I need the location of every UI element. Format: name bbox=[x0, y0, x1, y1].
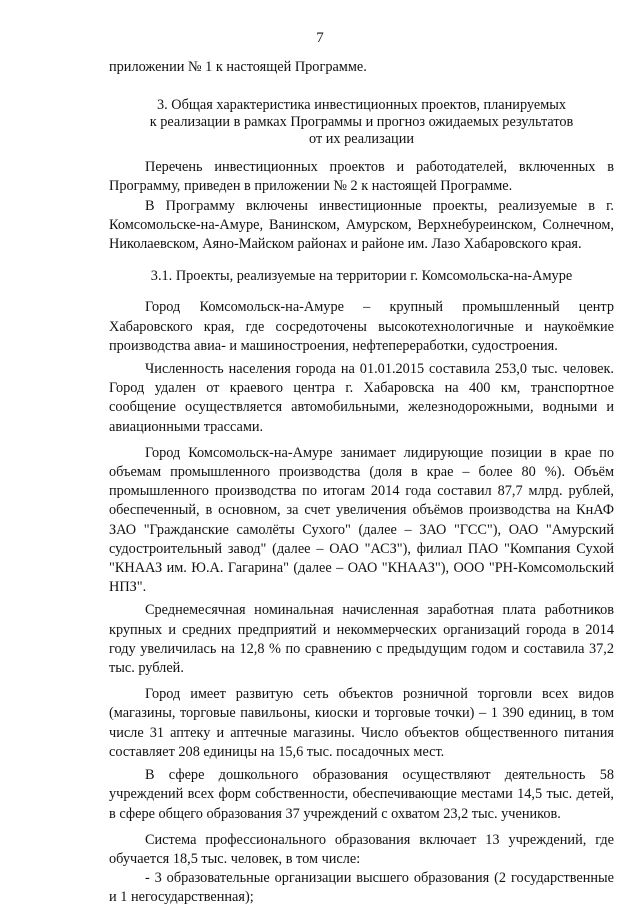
paragraph: В сфере дошкольного образования осуществляют деятельность 58 учреждений всех форм собственности, обеспечивающие местами 14,5 тыс. детей, в сфере общего образования 37 учреждений с охватом 23,2 тыс. учеников. bbox=[109, 767, 614, 822]
section-3-heading-line: от их реализации bbox=[308, 131, 415, 148]
paragraph: В Программу включены инвестиционные проекты, реализуемые в г. Комсомольске-на-Амуре, Ванинском, Амурском, Верхнебуреинском, Солнечном, Николаевском, Аяно-Майском районах и районе им. Лазо Хабаровского края. bbox=[109, 197, 614, 253]
section-3-heading bbox=[109, 97, 614, 148]
page-number: 7 bbox=[316, 30, 324, 46]
section-3-heading-line: 3. Общая характеристика инвестиционных проектов, планируемых bbox=[156, 97, 567, 114]
paragraph: Численность населения города на 01.01.2015 составила 253,0 тыс. человек. Город удален от краевого центра г. Хабаровска на 400 км, транспортное сообщение осуществляется автомобильными, железнодорожными, водными и авиационными трассами. bbox=[109, 361, 614, 435]
list-item: - 3 образовательные организации высшего образования (2 государственные и 1 негосударственная); bbox=[109, 870, 614, 906]
paragraph: Система профессионального образования включает 13 учреждений, где обучается 18,5 тыс. человек, в том числе: bbox=[109, 831, 614, 867]
lead-line: приложении № 1 к настоящей Программе. bbox=[109, 59, 367, 75]
paragraph: Перечень инвестиционных проектов и работодателей, включенных в Программу, приведен в приложении № 2 к настоящей Программе. bbox=[109, 159, 614, 195]
section-3-heading-line: к реализации в рамках Программы и прогноз ожидаемых результатов bbox=[149, 114, 574, 131]
paragraph: Город имеет развитую сеть объектов розничной торговли всех видов (магазины, торговые павильоны, киоски и торговые точки) – 1 390 единиц, в том числе 31 аптеку и аптечные магазины. Число объектов общественного питания составляет 208 единицы на 15,6 тыс. посадочных мест. bbox=[109, 686, 614, 760]
subsection-heading: 3.1. Проекты, реализуемые на территории г. Комсомольска-на-Амуре bbox=[150, 268, 573, 285]
paragraph: Среднемесячная номинальная начисленная заработная плата работников крупных и средних предприятий и некоммерческих организаций города в 2014 году увеличилась на 12,8 % по сравнению с предыдущим годом и составила 37,2 тыс. рублей. bbox=[109, 602, 614, 677]
document-body bbox=[109, 58, 614, 908]
paragraph: Город Комсомольск-на-Амуре занимает лидирующие позиции в крае по объемам промышленного производства (доля в крае – более 80 %). Объём промышленного производства по итогам 2014 года составил 87,7 млрд. рублей, обеспеченный, в основном, за счет увеличения объёмов производства на КнАФ ЗАО "Гражданские самолёты Сухого" (далее – ЗАО "ГСС"), ОАО "Амурский судостроительный завод" (далее – ОАО "АСЗ"), филиал ПАО "Компания Сухой "КНААЗ им. Ю.А. Гагарина" (далее – ОАО "КНААЗ"), ООО "РН-Комсомольский НПЗ". bbox=[109, 444, 614, 596]
paragraph: Город Комсомольск-на-Амуре – крупный промышленный центр Хабаровского края, где сосредоточены высокотехнологичные и наукоёмкие производства авиа- и машиностроения, нефтепереработки, судостроения. bbox=[109, 299, 614, 354]
